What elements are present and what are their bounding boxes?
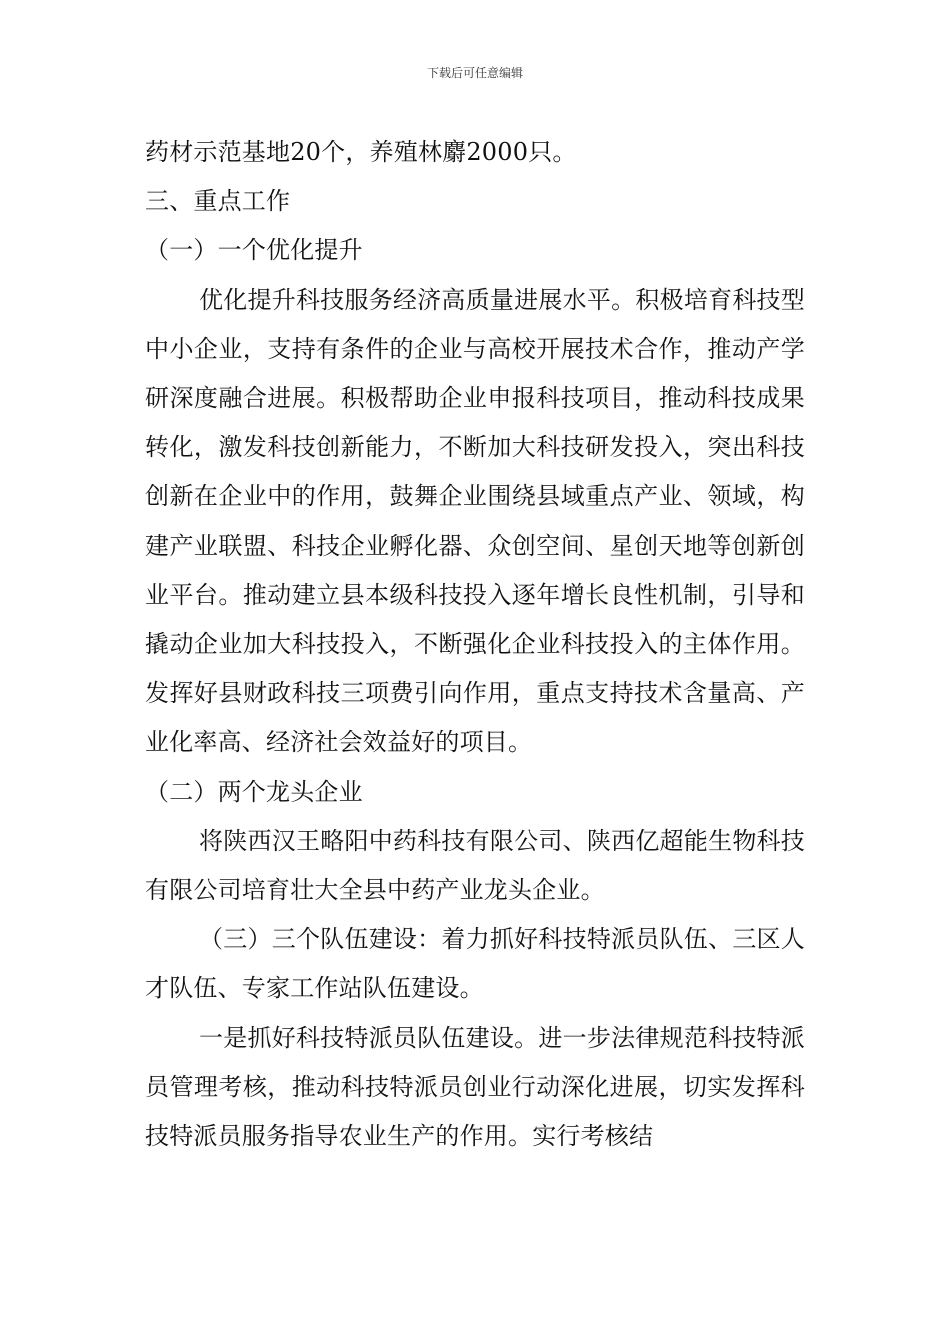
- subsection-heading-2: （二）两个龙头企业: [145, 777, 363, 806]
- document-body: [145, 128, 805, 1161]
- paragraph-optimization: 优化提升科技服务经济高质量进展水平。积极培育科技型中小企业，支持有条件的企业与高校开展技术合作，推动产学研深度融合进展。积极帮助企业申报科技项目，推动科技成果转化，激发科技创新能力，不断加大科技研发投入，突出科技创新在企业中的作用，鼓舞企业围绕县域重点产业、领域，构建产业联盟、科技企业孵化器、众创空间、星创天地等创新创业平台。推动建立县本级科技投入逐年增长良性机制，引导和撬动企业加大科技投入，不断强化企业科技投入的主体作用。发挥好县财政科技三项费引向作用，重点支持技术含量高、产业化率高、经济社会效益好的项目。: [145, 285, 805, 757]
- paragraph-team-building: （三）三个队伍建设：着力抓好科技特派员队伍、三区人才队伍、专家工作站队伍建设。: [145, 925, 805, 1003]
- subsection-heading-1: （一）一个优化提升: [145, 236, 363, 265]
- section-heading: 三、重点工作: [145, 187, 291, 216]
- page-header-note: 下载后可任意编辑: [426, 66, 523, 80]
- paragraph-leading-enterprises: 将陕西汉王略阳中药科技有限公司、陕西亿超能生物科技有限公司培育壮大全县中药产业龙头企业。: [145, 826, 805, 905]
- paragraph-tech-commissioners: 一是抓好科技特派员队伍建设。进一步法律规范科技特派员管理考核，推动科技特派员创业行动深化进展，切实发挥科技特派员服务指导农业生产的作用。实行考核结: [145, 1023, 805, 1151]
- paragraph-continuation: 药材示范基地20个，养殖林麝2000只。: [145, 138, 577, 166]
